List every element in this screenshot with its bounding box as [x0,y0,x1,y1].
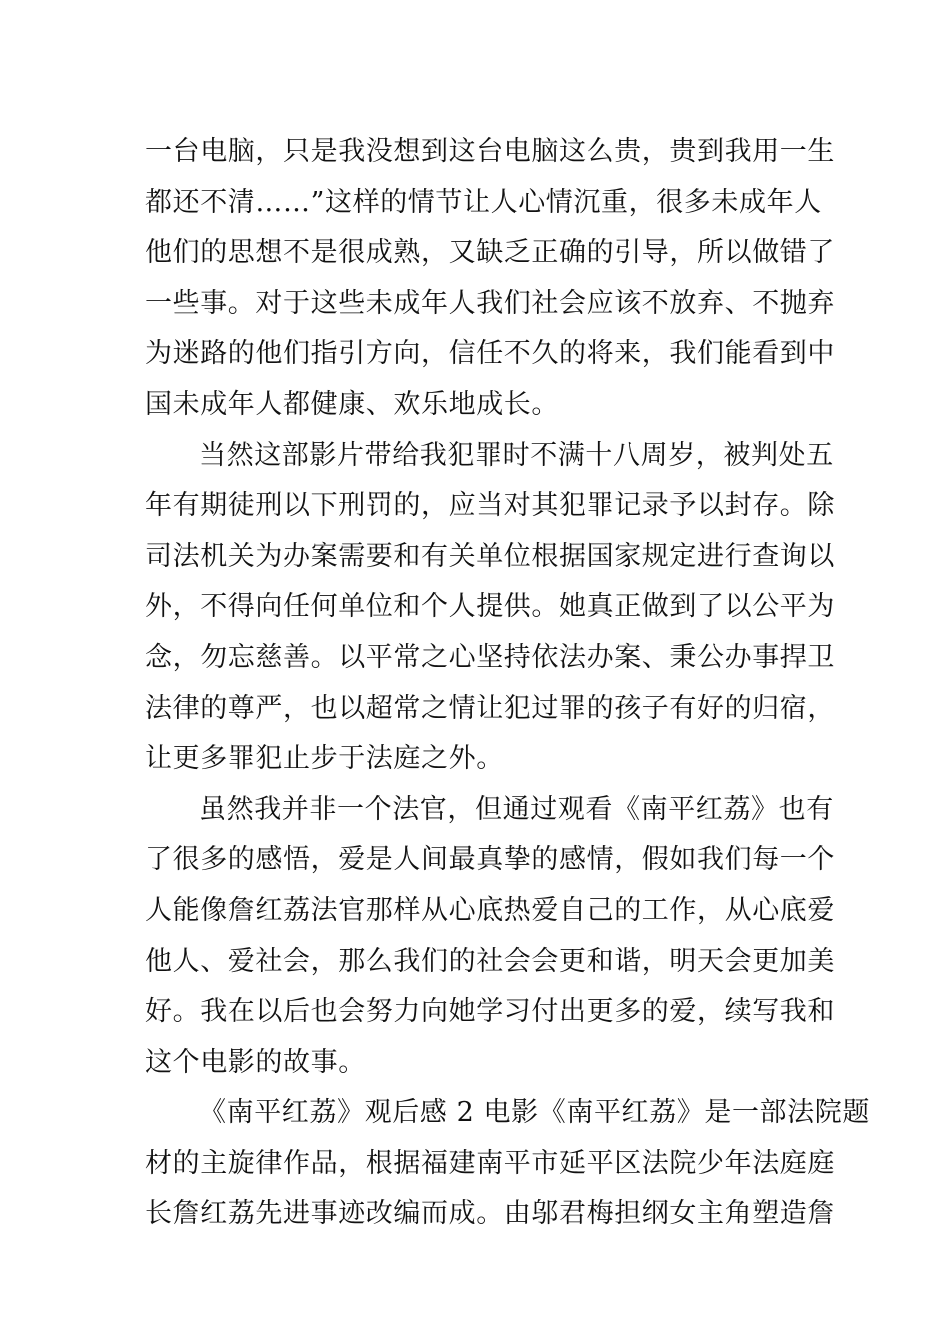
text-line: 念，勿忘慈善。以平常之心坚持依法办案、秉公办事捍卫 [145,641,835,673]
text-line: 好。我在以后也会努力向她学习付出更多的爱，续写我和 [145,996,835,1028]
paragraph-4 [145,1088,870,1240]
text-line: 这个电影的故事。 [145,1046,366,1078]
paragraph-2 [145,431,835,785]
text-line: 《南平红荔》观后感 2 电影《南平红荔》是一部法院题 [199,1097,870,1129]
paragraph-3 [145,785,835,1089]
text-line: 司法机关为办案需要和有关单位根据国家规定进行查询以 [145,540,835,572]
text-line: 外，不得向任何单位和个人提供。她真正做到了以公平为 [145,591,835,623]
text-line: 了很多的感悟，爱是人间最真挚的感情，假如我们每一个 [145,844,835,876]
paragraph-1 [145,127,835,431]
text-line: 一些事。对于这些未成年人我们社会应该不放弃、不抛弃 [145,287,835,319]
text-line: 材的主旋律作品，根据福建南平市延平区法院少年法庭庭 [145,1147,835,1179]
text-line: 国未成年人都健康、欢乐地成长。 [145,388,559,420]
text-line: 人能像詹红荔法官那样从心底热爱自己的工作，从心底爱 [145,894,835,926]
text-line: 当然这部影片带给我犯罪时不满十八周岁，被判处五 [199,439,834,471]
text-line: 让更多罪犯止步于法庭之外。 [145,743,504,775]
text-line: 长詹红荔先进事迹改编而成。由邬君梅担纲女主角塑造詹 [145,1198,835,1230]
document-body [145,127,870,1240]
text-line: 虽然我并非一个法官，但通过观看《南平红荔》也有 [199,793,834,825]
text-line: 都还不清……”这样的情节让人心情沉重，很多未成年人 [145,186,822,218]
text-line: 法律的尊严，也以超常之情让犯过罪的孩子有好的归宿， [145,692,835,724]
text-line: 年有期徒刑以下刑罚的，应当对其犯罪记录予以封存。除 [145,490,835,522]
text-line: 他们的思想不是很成熟，又缺乏正确的引导，所以做错了 [145,237,835,269]
text-line: 一台电脑，只是我没想到这台电脑这么贵，贵到我用一生 [145,136,835,167]
text-line: 他人、爱社会，那么我们的社会会更和谐，明天会更加美 [145,945,835,977]
text-line: 为迷路的他们指引方向，信任不久的将来，我们能看到中 [145,338,835,370]
